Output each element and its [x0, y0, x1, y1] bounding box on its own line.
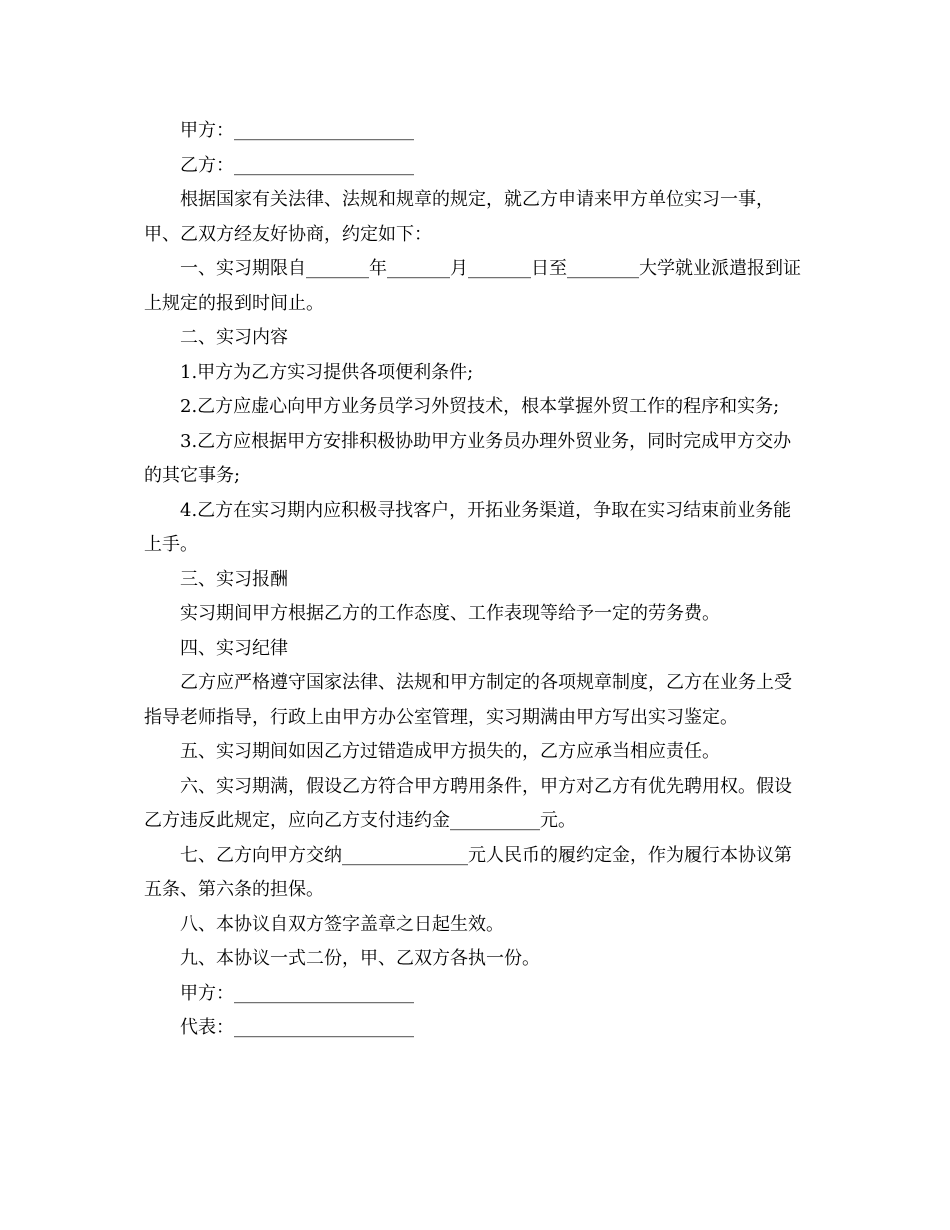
clause-8: 八、本协议自双方签字盖章之日起生效。 — [180, 913, 504, 935]
clause-1-internship-period: 一、实习期限自_______年_______月_______日至________大学就业派遣报到证上规定的报到时间止。 — [144, 258, 801, 314]
clause-5: 五、实习期间如因乙方过错造成甲方损失的，乙方应承当相应责任。 — [180, 741, 720, 762]
clause-4-body: 乙方应严格遵守国家法律、法规和甲方制定的各项规章制度，乙方在业务上受指导老师指导，行政上由甲方办公室管理，实习期满由甲方写出实习鉴定。 — [144, 672, 792, 728]
clause-6: 六、实习期满，假设乙方符合甲方聘用条件，甲方对乙方有优先聘用权。假设乙方违反此规定，应向乙方支付违约金__________元。 — [144, 775, 792, 831]
clause-9: 九、本协议一式二份，甲、乙双方各执一份。 — [180, 948, 540, 969]
party-b-line: 乙方：____________________ — [180, 154, 414, 176]
clause-3-body: 实习期间甲方根据乙方的工作态度、工作表现等给予一定的劳务费。 — [180, 603, 720, 624]
clause-2-item-3: 3.乙方应根据甲方安排积极协助甲方业务员办理外贸业务，同时完成甲方交办的其它事务; — [144, 430, 792, 486]
clause-2-item-2: 2.乙方应虚心向甲方业务员学习外贸技术，根本掌握外贸工作的程序和实务; — [180, 396, 780, 417]
signature-party-a: 甲方：____________________ — [180, 982, 414, 1004]
signature-representative: 代表：____________________ — [180, 1017, 414, 1038]
agreement-body — [144, 114, 806, 1046]
clause-2-item-4: 4.乙方在实习期内应积极寻找客户，开拓业务渠道，争取在实习结束前业务能上手。 — [144, 499, 792, 555]
clause-3-heading: 三、实习报酬 — [180, 568, 288, 590]
preamble-paragraph: 根据国家有关法律、法规和规章的规定，就乙方申请来甲方单位实习一事，甲、乙双方经友好协商，约定如下： — [144, 189, 774, 245]
party-a-line: 甲方：____________________ — [180, 120, 414, 141]
clause-7: 七、乙方向甲方交纳______________元人民币的履约定金，作为履行本协议第五条、第六条的担保。 — [144, 844, 792, 900]
clause-4-heading: 四、实习纪律 — [180, 637, 288, 659]
clause-2-item-1: 1.甲方为乙方实习提供各项便利条件; — [180, 361, 474, 383]
clause-2-heading: 二、实习内容 — [180, 327, 288, 348]
